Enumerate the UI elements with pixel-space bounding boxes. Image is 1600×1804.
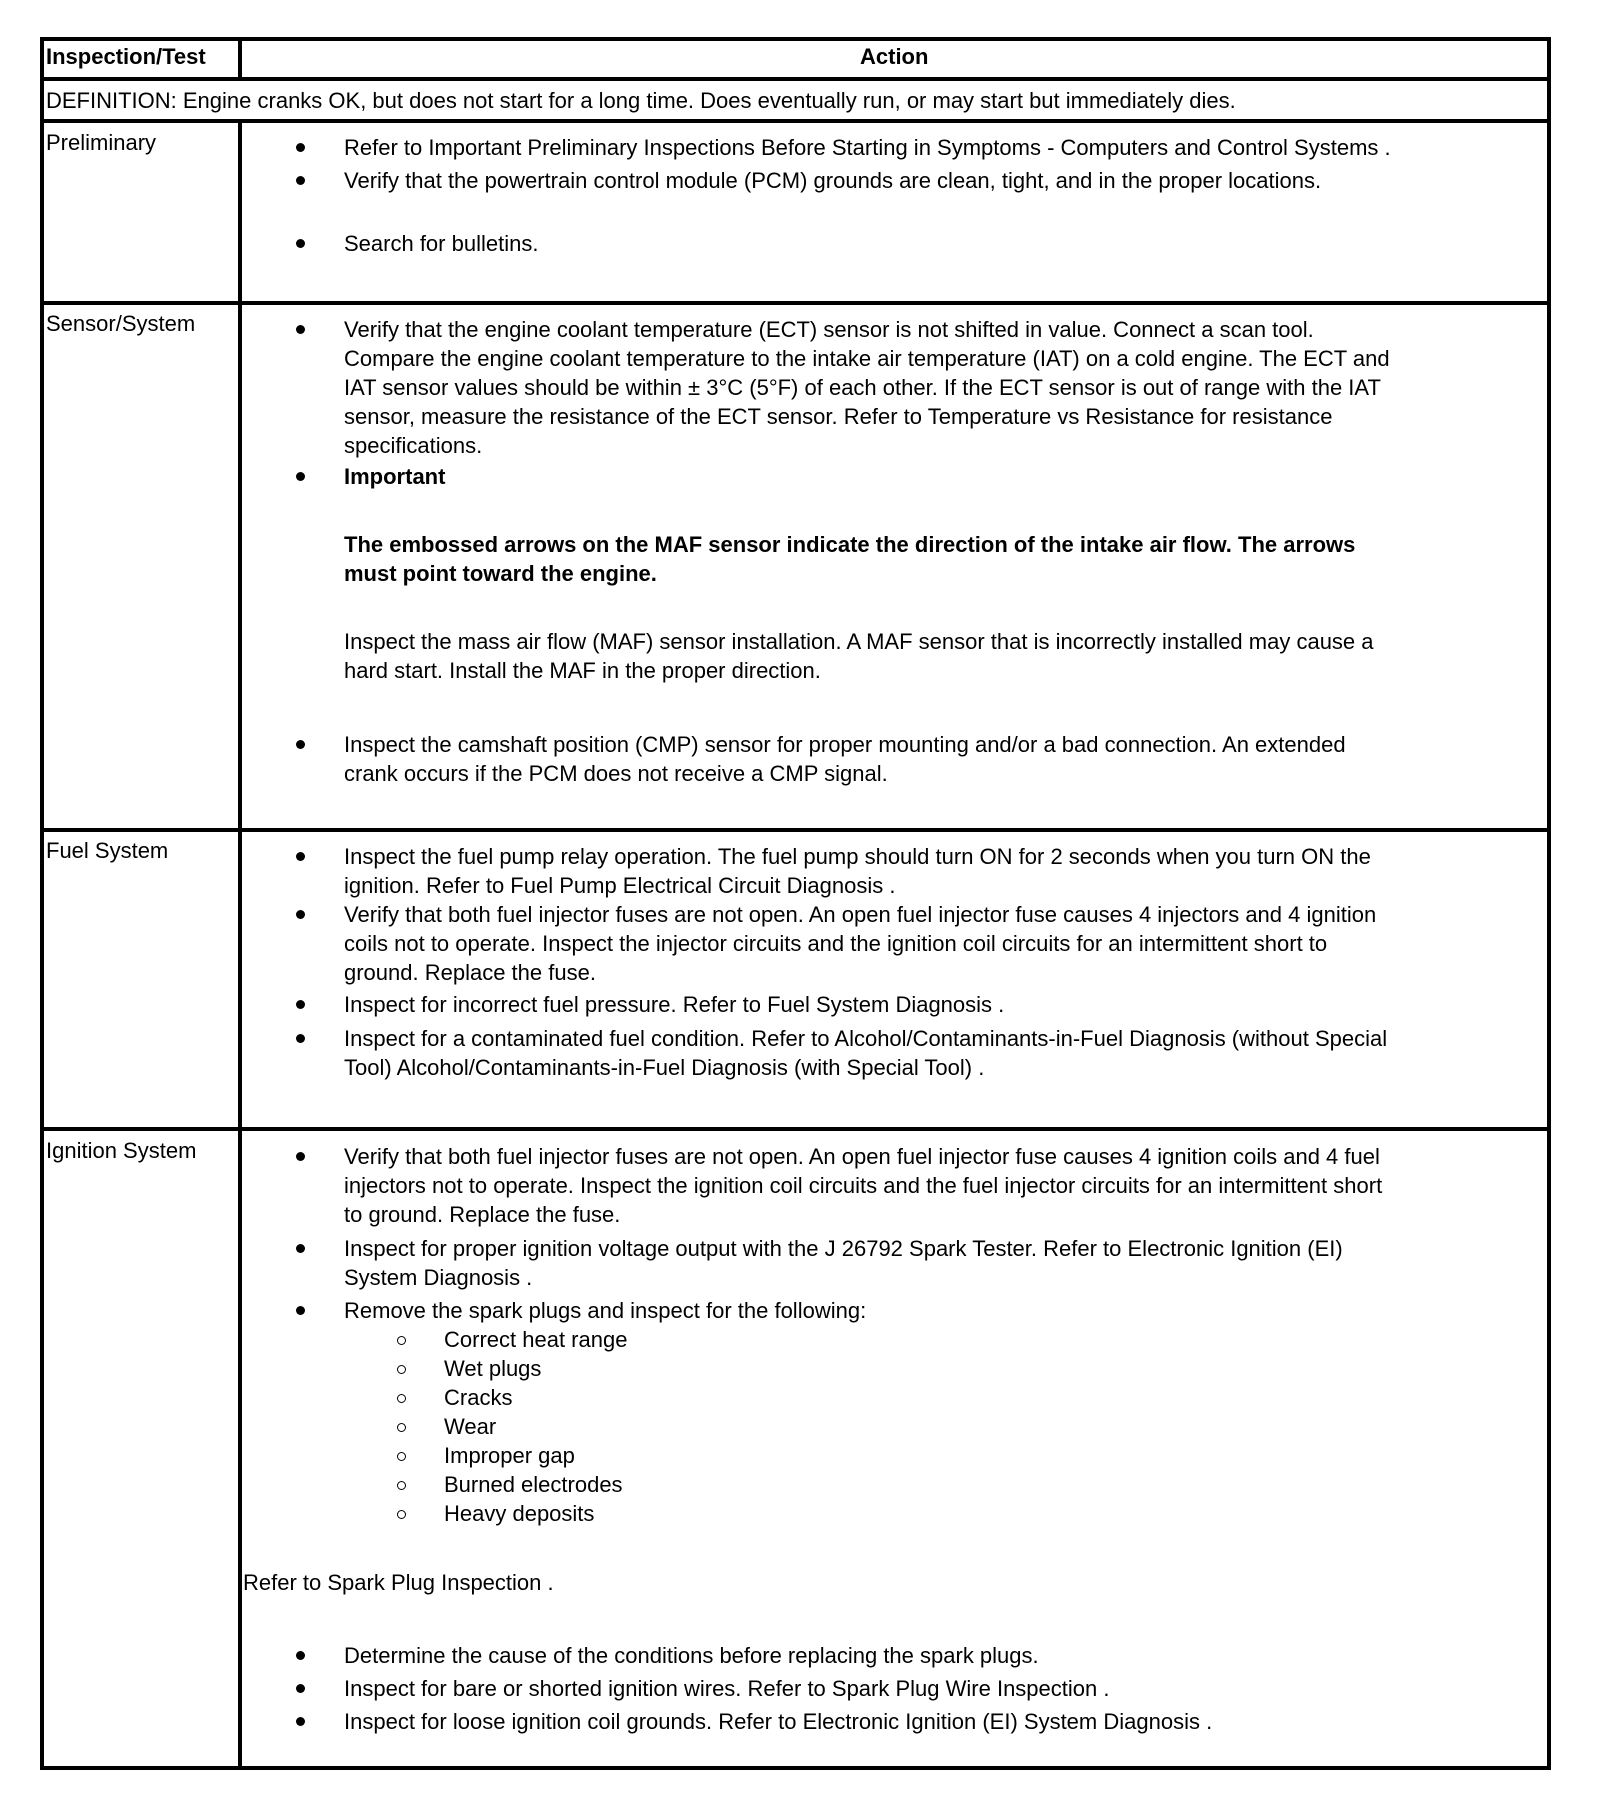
important-heading: Important [344, 464, 446, 489]
list-item: ground. Replace the fuse. [344, 960, 596, 985]
list-item: Inspect for incorrect fuel pressure. Refer to Fuel System Diagnosis . [344, 992, 1005, 1017]
important-note: The embossed arrows on the MAF sensor indicate the direction of the intake air flow. The arrows [344, 532, 1356, 557]
list-item: specifications. [344, 433, 483, 458]
list-item: IAT sensor values should be within ± 3°C (5°F) of each other. If the ECT sensor is out of range with the IAT [344, 375, 1381, 400]
row-divider [44, 77, 1547, 81]
row-label-preliminary: Preliminary [46, 130, 157, 155]
bullet-icon [296, 1244, 305, 1253]
sub-bullet-icon [397, 1510, 406, 1519]
sub-list-item: Improper gap [444, 1443, 575, 1468]
list-item: Verify that the engine coolant temperature (ECT) sensor is not shifted in value. Connect a scan tool. [344, 317, 1314, 342]
bullet-icon [296, 740, 305, 749]
bullet-icon [296, 325, 305, 334]
list-item: crank occurs if the PCM does not receive a CMP signal. [344, 761, 888, 786]
list-item: hard start. Install the MAF in the proper direction. [344, 658, 821, 683]
sub-bullet-icon [397, 1423, 406, 1432]
list-item: sensor, measure the resistance of the ECT sensor. Refer to Temperature vs Resistance for resistance [344, 404, 1333, 429]
sub-list-item: Correct heat range [444, 1327, 628, 1352]
list-item: Remove the spark plugs and inspect for the following: [344, 1298, 867, 1323]
list-item: Refer to Important Preliminary Inspections Before Starting in Symptoms - Computers and Control Systems . [344, 135, 1391, 160]
bullet-icon [296, 143, 305, 152]
list-item: Inspect the camshaft position (CMP) sensor for proper mounting and/or a bad connection. An extended [344, 732, 1346, 757]
row-label-sensor-system: Sensor/System [46, 311, 196, 336]
sub-bullet-icon [397, 1394, 406, 1403]
bullet-icon [296, 239, 305, 248]
list-item: Inspect the mass air flow (MAF) sensor installation. A MAF sensor that is incorrectly installed may cause a [344, 629, 1374, 654]
row-divider [44, 1127, 1547, 1131]
list-item: injectors not to operate. Inspect the ignition coil circuits and the fuel injector circuits for an intermittent short [344, 1173, 1383, 1198]
important-note: must point toward the engine. [344, 561, 657, 586]
definition-text: DEFINITION: Engine cranks OK, but does not start for a long time. Does eventually run, or may start but immediately dies. [46, 88, 1236, 113]
sub-list-item: Heavy deposits [444, 1501, 595, 1526]
bullet-icon [296, 910, 305, 919]
list-item: Inspect for a contaminated fuel condition. Refer to Alcohol/Contaminants-in-Fuel Diagnosis (without Special [344, 1026, 1388, 1051]
bullet-icon [296, 1034, 305, 1043]
list-item: Tool) Alcohol/Contaminants-in-Fuel Diagnosis (with Special Tool) . [344, 1055, 985, 1080]
column-divider [238, 121, 242, 1770]
sub-list-item: Cracks [444, 1385, 513, 1410]
list-item: Search for bulletins. [344, 231, 539, 256]
list-item: System Diagnosis . [344, 1265, 533, 1290]
sub-list-item: Wear [444, 1414, 497, 1439]
bullet-icon [296, 852, 305, 861]
bullet-icon [296, 1306, 305, 1315]
list-item: Determine the cause of the conditions before replacing the spark plugs. [344, 1643, 1039, 1668]
header-inspection-test: Inspection/Test [46, 44, 206, 69]
sub-list-item: Wet plugs [444, 1356, 542, 1381]
bullet-icon [296, 1651, 305, 1660]
bullet-icon [296, 1684, 305, 1693]
list-item: Compare the engine coolant temperature to the intake air temperature (IAT) on a cold engine. The ECT and [344, 346, 1390, 371]
list-item: Verify that both fuel injector fuses are not open. An open fuel injector fuse causes 4 injectors and 4 ignition [344, 902, 1377, 927]
sub-bullet-icon [397, 1365, 406, 1374]
bullet-icon [296, 472, 305, 481]
row-divider [44, 828, 1547, 832]
list-item: coils not to operate. Inspect the injector circuits and the ignition coil circuits for an intermittent short to [344, 931, 1328, 956]
list-item: ignition. Refer to Fuel Pump Electrical Circuit Diagnosis . [344, 873, 896, 898]
row-divider [44, 301, 1547, 305]
bullet-icon [296, 1717, 305, 1726]
column-divider [238, 41, 242, 81]
bullet-icon [296, 1152, 305, 1161]
row-label-ignition-system: Ignition System [46, 1138, 197, 1163]
list-item: Verify that the powertrain control module (PCM) grounds are clean, tight, and in the proper locations. [344, 168, 1322, 193]
refer-spark-plug-inspection: Refer to Spark Plug Inspection . [243, 1570, 554, 1595]
list-item: to ground. Replace the fuse. [344, 1202, 621, 1227]
header-action: Action [860, 44, 929, 69]
sub-bullet-icon [397, 1452, 406, 1461]
row-divider [44, 119, 1547, 123]
bullet-icon [296, 176, 305, 185]
list-item: Inspect for proper ignition voltage output with the J 26792 Spark Tester. Refer to Electronic Ignition (EI) [344, 1236, 1343, 1261]
row-label-fuel-system: Fuel System [46, 838, 169, 863]
sub-bullet-icon [397, 1336, 406, 1345]
list-item: Inspect the fuel pump relay operation. The fuel pump should turn ON for 2 seconds when you turn ON the [344, 844, 1371, 869]
bullet-icon [296, 1000, 305, 1009]
sub-bullet-icon [397, 1481, 406, 1490]
list-item: Verify that both fuel injector fuses are not open. An open fuel injector fuse causes 4 ignition coils and 4 fuel [344, 1144, 1380, 1169]
list-item: Inspect for loose ignition coil grounds. Refer to Electronic Ignition (EI) System Diagnosis . [344, 1709, 1213, 1734]
list-item: Inspect for bare or shorted ignition wires. Refer to Spark Plug Wire Inspection . [344, 1676, 1110, 1701]
sub-list-item: Burned electrodes [444, 1472, 623, 1497]
